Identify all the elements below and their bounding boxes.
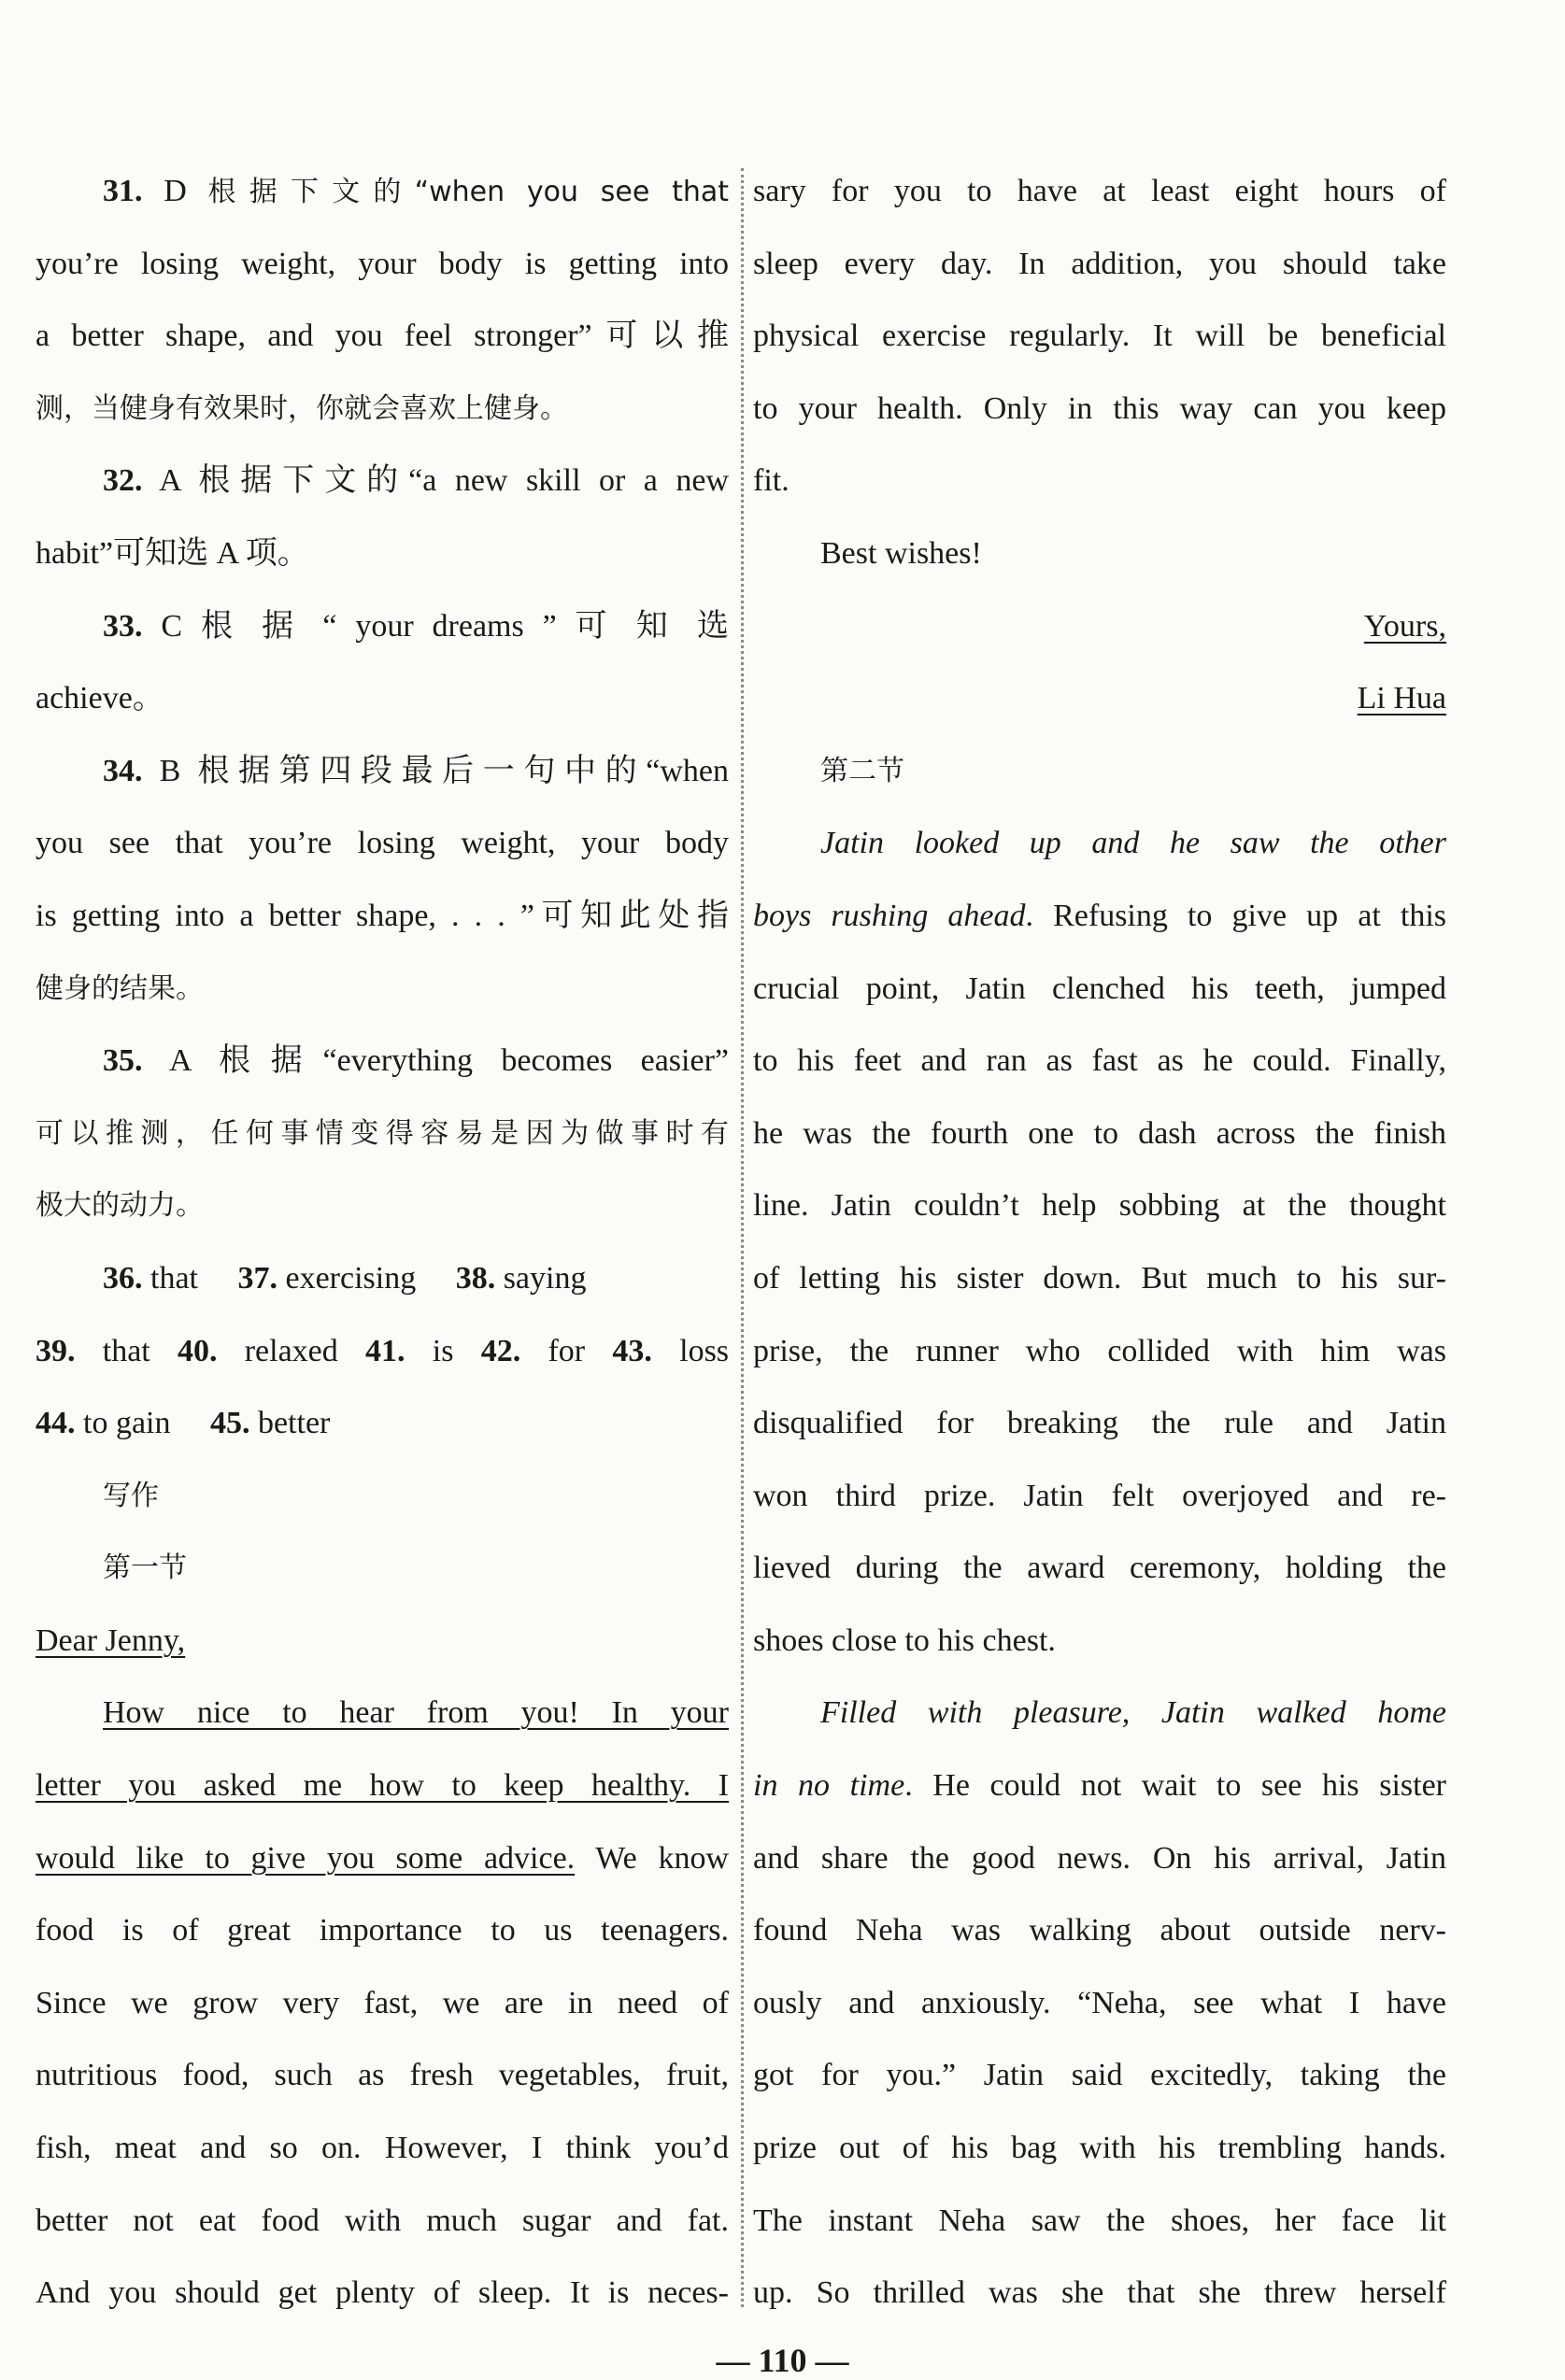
answer-letter: C xyxy=(161,608,183,644)
section-1-heading: 第一节 xyxy=(103,1551,187,1585)
explanation-text: 根据第四段最后一句中的“when xyxy=(197,753,729,788)
letter-line: fish, meat and so on. However, I think you’d xyxy=(36,2131,729,2166)
story-line: and share the good news. On his arrival, Jatin xyxy=(753,1840,1446,1876)
page-number: — 110 — xyxy=(716,2342,849,2379)
blank-answers-row xyxy=(36,1387,729,1460)
explanation-line: 极大的动力。 xyxy=(36,1189,204,1223)
letter-closing: Best wishes! xyxy=(820,535,982,571)
explanation-line: 测，当健身有效果时，你就会喜欢上健身。 xyxy=(36,391,568,425)
story-line: line. Jatin couldn’t help sobbing at the thought xyxy=(753,1188,1446,1224)
question-number: 35. xyxy=(103,1043,143,1079)
letter-line: And you should get plenty of sleep. It is neces- xyxy=(36,2275,729,2311)
answer-34 xyxy=(36,735,729,808)
letter-signature: Li Hua xyxy=(1357,681,1446,716)
letter-line: sleep every day. In addition, you should take xyxy=(753,246,1446,281)
story-line: prize out of his bag with his trembling hands. xyxy=(753,2131,1446,2166)
story-paragraph-2-opening: Filled with pleasure, Jatin walked home xyxy=(820,1695,1446,1731)
explanation-line: you see that you’re losing weight, your body xyxy=(36,826,729,861)
letter-line: food is of great importance to us teenagers. xyxy=(36,1913,729,1948)
story-line: he was the fourth one to dash across the finish xyxy=(753,1115,1446,1151)
blank-answer: 39. that xyxy=(36,1333,150,1368)
question-number: 31. xyxy=(103,174,143,208)
answer-31 xyxy=(36,155,729,228)
left-column xyxy=(36,155,729,2330)
letter-line: How nice to hear from you! In your xyxy=(103,1695,729,1731)
explanation-text: 根据下文的“when you see that xyxy=(207,176,729,208)
blank-answers-row xyxy=(36,1242,729,1315)
story-line: prise, the runner who collided with him was xyxy=(753,1333,1446,1368)
letter-line: Since we grow very fast, we are in need of xyxy=(36,1985,729,2020)
letter-line: letter you asked me how to keep healthy. I xyxy=(36,1768,729,1804)
section-2-heading: 第二节 xyxy=(820,754,904,787)
explanation-line: achieve。 xyxy=(36,681,164,716)
blank-answer: 43. loss xyxy=(612,1333,729,1368)
question-number: 32. xyxy=(103,463,143,499)
story-line: crucial point, Jatin clenched his teeth, jumped xyxy=(753,970,1446,1006)
letter-line: fit. xyxy=(753,463,790,499)
blank-answer: 45. better xyxy=(209,1406,331,1441)
blank-answer: 42. for xyxy=(480,1333,586,1368)
answer-letter: B xyxy=(159,753,181,788)
story-opening-sentence: Jatin looked up and he saw the other xyxy=(820,826,1446,861)
question-number: 33. xyxy=(103,608,143,644)
story-line: in no time. He could not wait to see his sister xyxy=(753,1768,1446,1804)
answer-32 xyxy=(36,445,729,517)
story-line: of letting his sister down. But much to his sur- xyxy=(753,1260,1446,1296)
question-number: 34. xyxy=(103,753,143,788)
answer-letter: A xyxy=(159,463,180,499)
story-line: shoes close to his chest. xyxy=(753,1622,1056,1658)
blank-answers-row xyxy=(36,1315,729,1388)
answer-letter: A xyxy=(168,1043,191,1079)
blank-answer: 41. is xyxy=(365,1333,454,1368)
explanation-line: 可以推测，任何事情变得容易是因为做事时有 xyxy=(36,1116,729,1150)
explanation-line: is getting into a better shape, . . . ”可知此处指 xyxy=(36,898,729,933)
blank-answer: 40. relaxed xyxy=(177,1333,338,1368)
blank-answer: 38. saying xyxy=(455,1260,587,1296)
letter-line: physical exercise regularly. It will be beneficial xyxy=(753,319,1446,354)
explanation-line: you’re losing weight, your body is getting into xyxy=(36,246,729,281)
writing-heading: 写作 xyxy=(103,1479,159,1512)
story-line: found Neha was walking about outside nerv- xyxy=(753,1913,1446,1948)
blank-answer: 44. to gain xyxy=(36,1406,171,1441)
explanation-text: 根据“everything becomes easier” xyxy=(218,1043,729,1079)
story-line: The instant Neha saw the shoes, her face lit xyxy=(753,2203,1446,2238)
story-line: up. So thrilled was she that she threw herself xyxy=(753,2275,1446,2311)
right-column xyxy=(753,155,1446,2330)
story-line: lieved during the award ceremony, holding the xyxy=(753,1551,1446,1586)
explanation-line: 健身的结果。 xyxy=(36,971,204,1005)
letter-line: better not eat food with much sugar and fat. xyxy=(36,2203,729,2238)
blank-answer: 37. exercising xyxy=(237,1260,417,1296)
letter-line: to your health. Only in this way can you keep xyxy=(753,390,1446,426)
letter-line: nutritious food, such as fresh vegetables, fruit, xyxy=(36,2058,729,2093)
story-line: boys rushing ahead. Refusing to give up at this xyxy=(753,898,1446,933)
explanation-text: 根据下文的“a new skill or a new xyxy=(198,463,729,499)
blank-answer: 36. that xyxy=(103,1260,198,1296)
story-line: disqualified for breaking the rule and Jatin xyxy=(753,1406,1446,1441)
letter-line: would like to give you some advice. We know xyxy=(36,1840,729,1876)
letter-salutation: Dear Jenny, xyxy=(36,1622,186,1658)
letter-line: sary for you to have at least eight hours of xyxy=(753,174,1446,208)
explanation-line: habit”可知选 A 项。 xyxy=(36,535,309,571)
answer-letter: D xyxy=(164,174,187,208)
letter-sign-off: Yours, xyxy=(1363,608,1446,644)
answer-33 xyxy=(36,590,729,663)
column-divider xyxy=(741,168,744,2307)
explanation-line: a better shape, and you feel stronger”可以推 xyxy=(36,319,729,354)
story-line: won third prize. Jatin felt overjoyed and re- xyxy=(753,1478,1446,1513)
answer-35 xyxy=(36,1025,729,1098)
story-line: ously and anxiously. “Neha, see what I have xyxy=(753,1985,1446,2020)
explanation-text: 根 据 “ your dreams ” 可 知 选 xyxy=(200,608,729,644)
story-line: got for you.” Jatin said excitedly, taking the xyxy=(753,2058,1446,2093)
story-line: to his feet and ran as fast as he could. Finally, xyxy=(753,1043,1446,1079)
